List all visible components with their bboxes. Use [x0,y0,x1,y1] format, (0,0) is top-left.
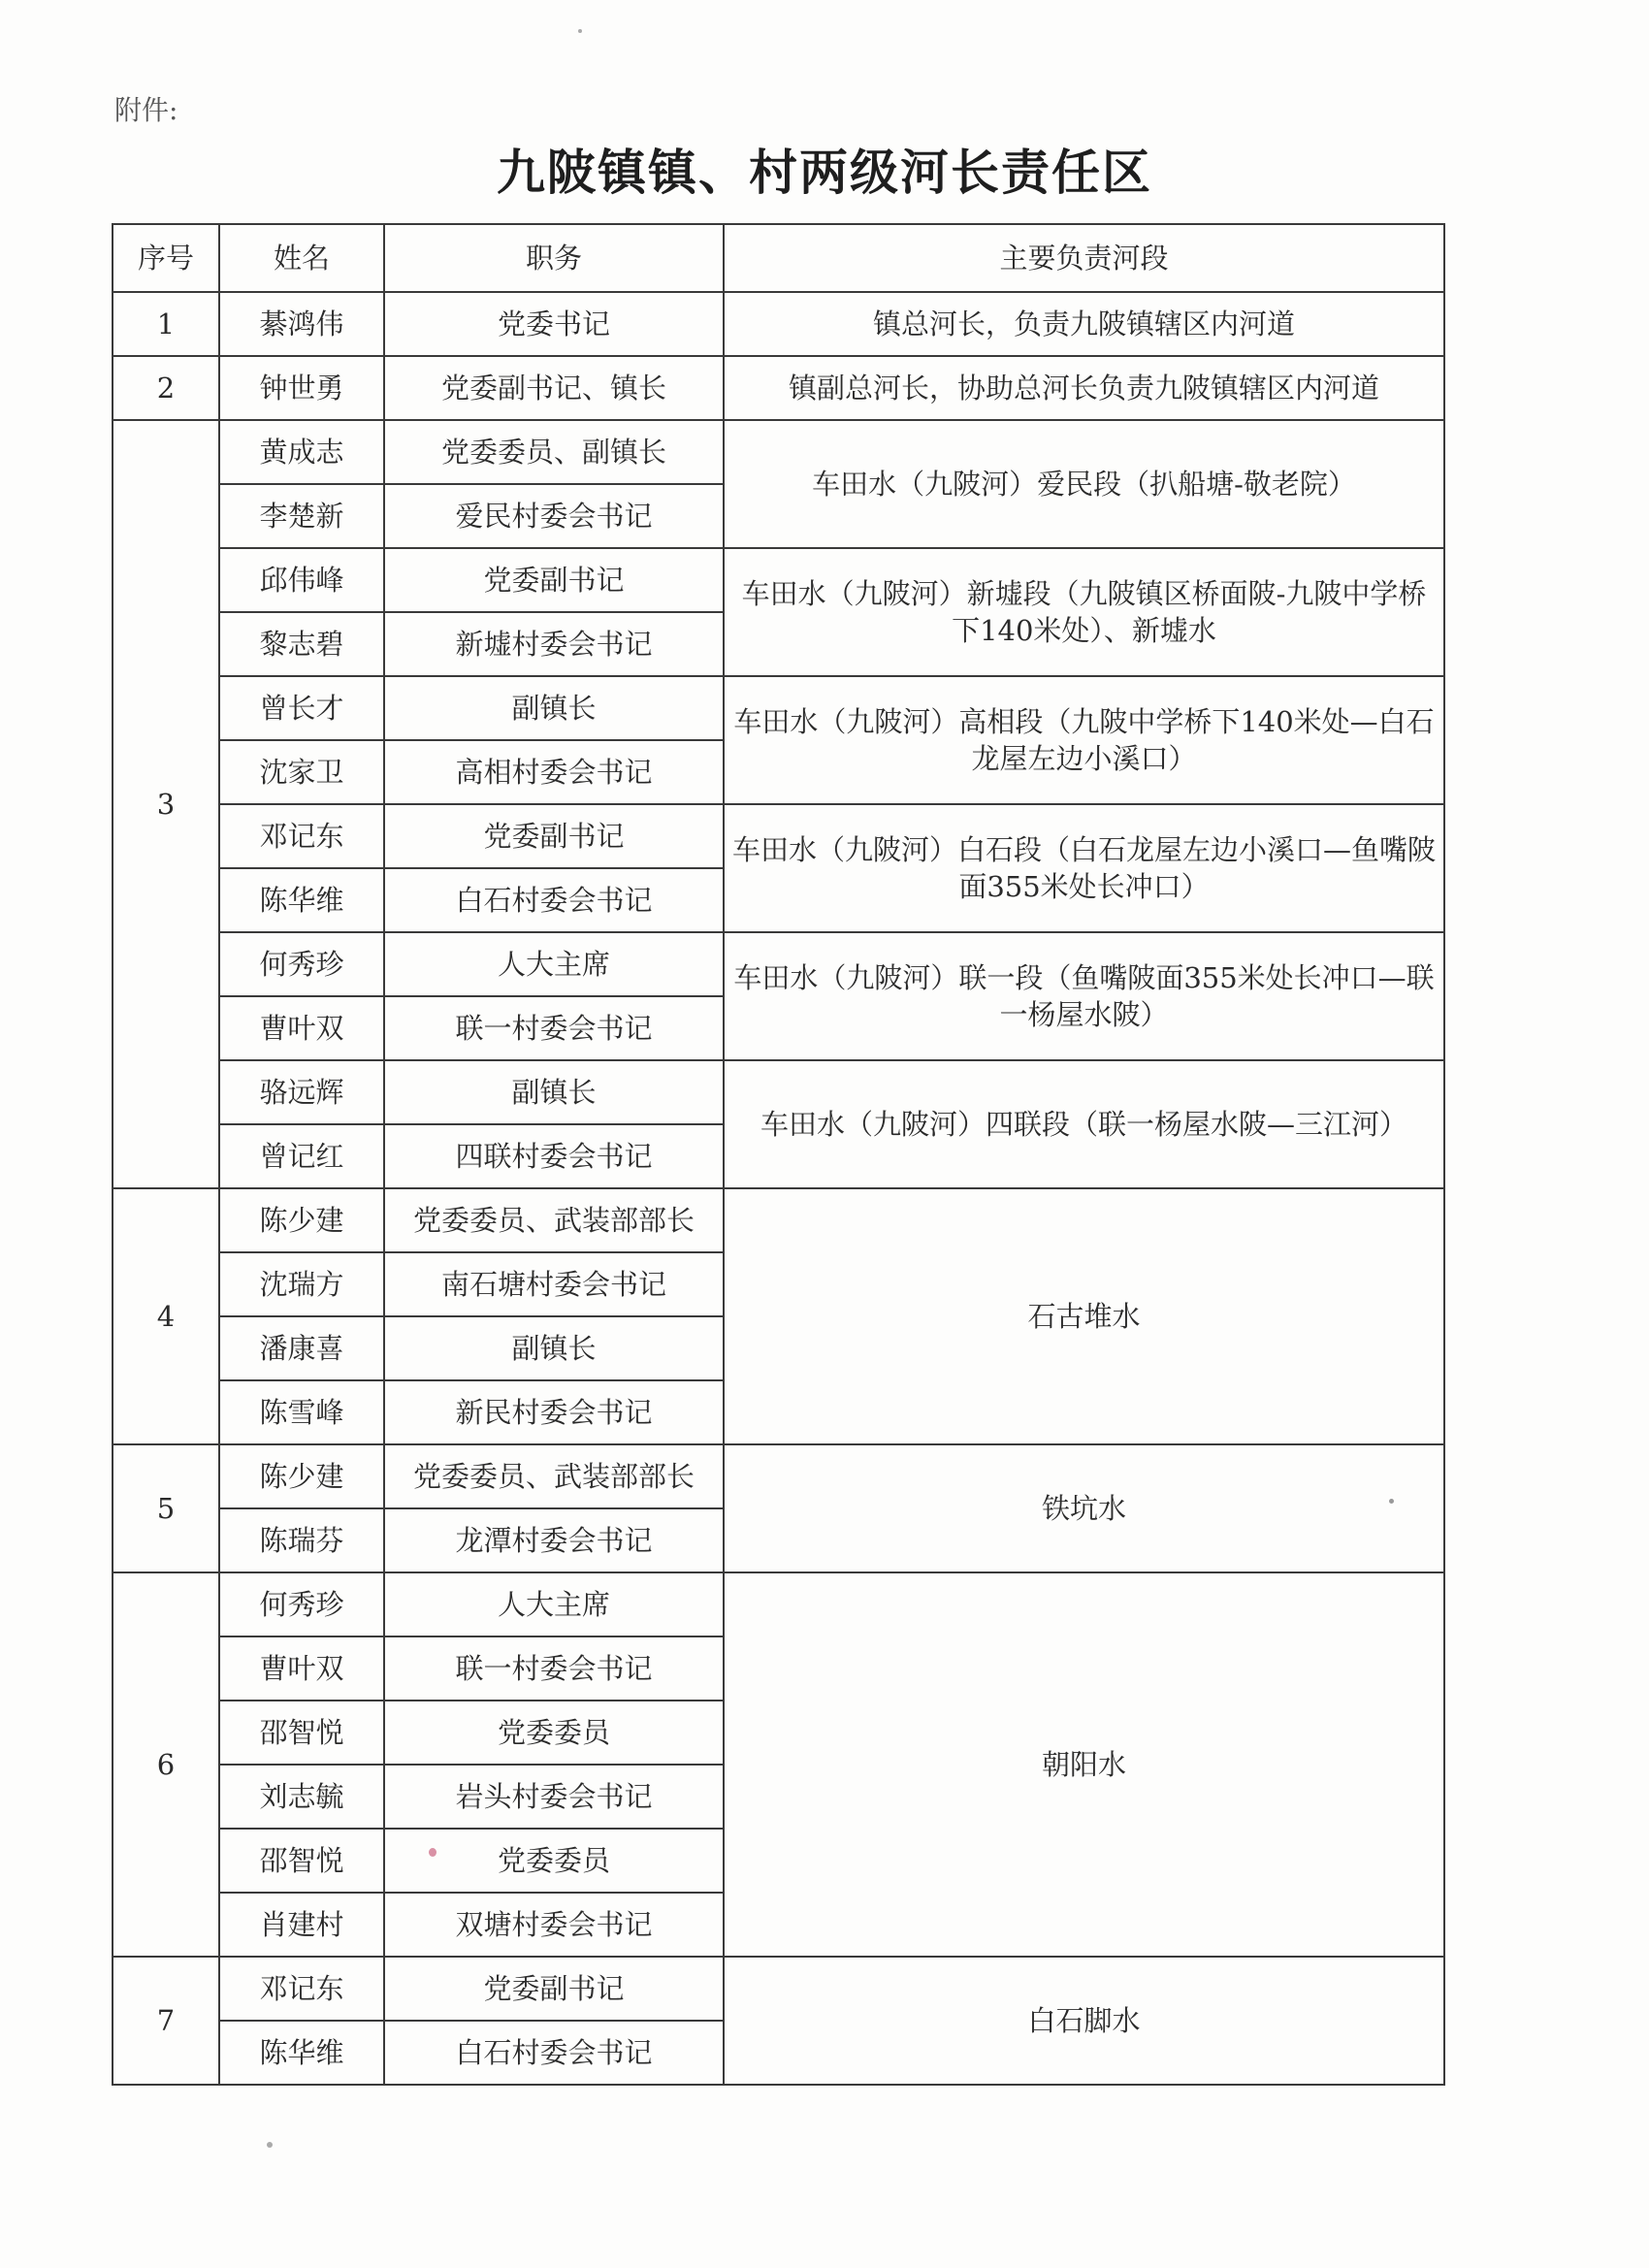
cell-river-section: 车田水（九陂河）白石段（白石龙屋左边小溪口—鱼嘴陂面355米处长冲口） [724,804,1444,932]
cell-duty: 党委委员 [384,1829,724,1893]
cell-duty: 党委委员 [384,1701,724,1765]
cell-river-section: 车田水（九陂河）四联段（联一杨屋水陂—三江河） [724,1060,1444,1188]
cell-duty: 四联村委会书记 [384,1124,724,1188]
cell-name: 李楚新 [219,484,384,548]
cell-name: 刘志毓 [219,1765,384,1829]
cell-river-section: 车田水（九陂河）高相段（九陂中学桥下140米处—白石龙屋左边小溪口） [724,676,1444,804]
cell-duty: 联一村委会书记 [384,996,724,1060]
cell-name: 邵智悦 [219,1701,384,1765]
cell-seq: 7 [113,1957,219,2085]
cell-duty: 高相村委会书记 [384,740,724,804]
cell-river-section: 车田水（九陂河）爱民段（扒船塘-敬老院） [724,420,1444,548]
cell-duty: 副镇长 [384,1060,724,1124]
cell-duty: 党委委员、武装部部长 [384,1188,724,1252]
cell-name: 曹叶双 [219,1636,384,1701]
cell-name: 潘康喜 [219,1316,384,1380]
cell-name: 邵智悦 [219,1829,384,1893]
cell-name: 何秀珍 [219,1572,384,1636]
cell-river-section: 车田水（九陂河）联一段（鱼嘴陂面355米处长冲口—联一杨屋水陂） [724,932,1444,1060]
table-row [113,420,1444,484]
cell-name: 陈瑞芬 [219,1508,384,1572]
cell-seq: 6 [113,1572,219,1957]
cell-duty: 南石塘村委会书记 [384,1252,724,1316]
table-row [113,1444,1444,1508]
cell-name: 曹叶双 [219,996,384,1060]
table-header-row [113,224,1444,292]
table-row [113,1188,1444,1252]
cell-duty: 白石村委会书记 [384,2021,724,2085]
header-name: 姓名 [219,224,384,292]
header-river-section: 主要负责河段 [724,224,1444,292]
cell-duty: 人大主席 [384,932,724,996]
cell-name: 邱伟峰 [219,548,384,612]
cell-duty: 党委副书记 [384,804,724,868]
cell-duty: 双塘村委会书记 [384,1893,724,1957]
cell-duty: 党委委员、副镇长 [384,420,724,484]
cell-river-section: 白石脚水 [724,1957,1444,2085]
cell-name: 陈华维 [219,868,384,932]
table-row [113,1957,1444,2021]
header-seq: 序号 [113,224,219,292]
cell-name: 陈少建 [219,1188,384,1252]
cell-name: 肖建村 [219,1893,384,1957]
cell-seq: 3 [113,420,219,1188]
cell-seq: 2 [113,356,219,420]
scan-speck [578,29,582,33]
cell-duty: 爱民村委会书记 [384,484,724,548]
cell-river-section: 车田水（九陂河）新墟段（九陂镇区桥面陂-九陂中学桥下140米处）、新墟水 [724,548,1444,676]
cell-name: 陈雪峰 [219,1380,384,1444]
cell-name: 曾记红 [219,1124,384,1188]
cell-name: 骆远辉 [219,1060,384,1124]
scan-speck [267,2142,273,2148]
cell-name: 邓记东 [219,1957,384,2021]
cell-seq: 4 [113,1188,219,1444]
table-row [113,804,1444,868]
table-row [113,292,1444,356]
river-chief-table [112,223,1445,2086]
cell-seq: 1 [113,292,219,356]
cell-river-section: 铁坑水 [724,1444,1444,1572]
table-body [113,292,1444,2085]
cell-duty: 党委委员、武装部部长 [384,1444,724,1508]
cell-name: 綦鸿伟 [219,292,384,356]
document-title: 九陂镇镇、村两级河长责任区 [497,145,1152,201]
cell-river-section: 镇总河长，负责九陂镇辖区内河道 [724,292,1444,356]
cell-name: 钟世勇 [219,356,384,420]
cell-name: 沈家卫 [219,740,384,804]
cell-seq: 5 [113,1444,219,1572]
cell-duty: 党委副书记 [384,1957,724,2021]
cell-river-section: 石古堆水 [724,1188,1444,1444]
cell-duty: 党委副书记、镇长 [384,356,724,420]
table-row [113,932,1444,996]
cell-duty: 党委副书记 [384,548,724,612]
header-duty: 职务 [384,224,724,292]
cell-duty: 新墟村委会书记 [384,612,724,676]
cell-name: 陈少建 [219,1444,384,1508]
cell-name: 何秀珍 [219,932,384,996]
cell-name: 邓记东 [219,804,384,868]
cell-duty: 白石村委会书记 [384,868,724,932]
cell-name: 黎志碧 [219,612,384,676]
cell-duty: 副镇长 [384,676,724,740]
cell-duty: 人大主席 [384,1572,724,1636]
cell-name: 陈华维 [219,2021,384,2085]
cell-name: 沈瑞方 [219,1252,384,1316]
scan-speck [429,1848,436,1857]
attachment-label: 附件: [114,94,178,126]
cell-duty: 副镇长 [384,1316,724,1380]
scan-speck [1389,1499,1394,1504]
cell-duty: 新民村委会书记 [384,1380,724,1444]
table-row [113,548,1444,612]
cell-river-section: 镇副总河长，协助总河长负责九陂镇辖区内河道 [724,356,1444,420]
table-row [113,1572,1444,1636]
table-row [113,356,1444,420]
cell-name: 黄成志 [219,420,384,484]
cell-duty: 联一村委会书记 [384,1636,724,1701]
cell-duty: 党委书记 [384,292,724,356]
cell-duty: 龙潭村委会书记 [384,1508,724,1572]
cell-name: 曾长才 [219,676,384,740]
table-row [113,676,1444,740]
cell-river-section: 朝阳水 [724,1572,1444,1957]
cell-duty: 岩头村委会书记 [384,1765,724,1829]
table-row [113,1060,1444,1124]
